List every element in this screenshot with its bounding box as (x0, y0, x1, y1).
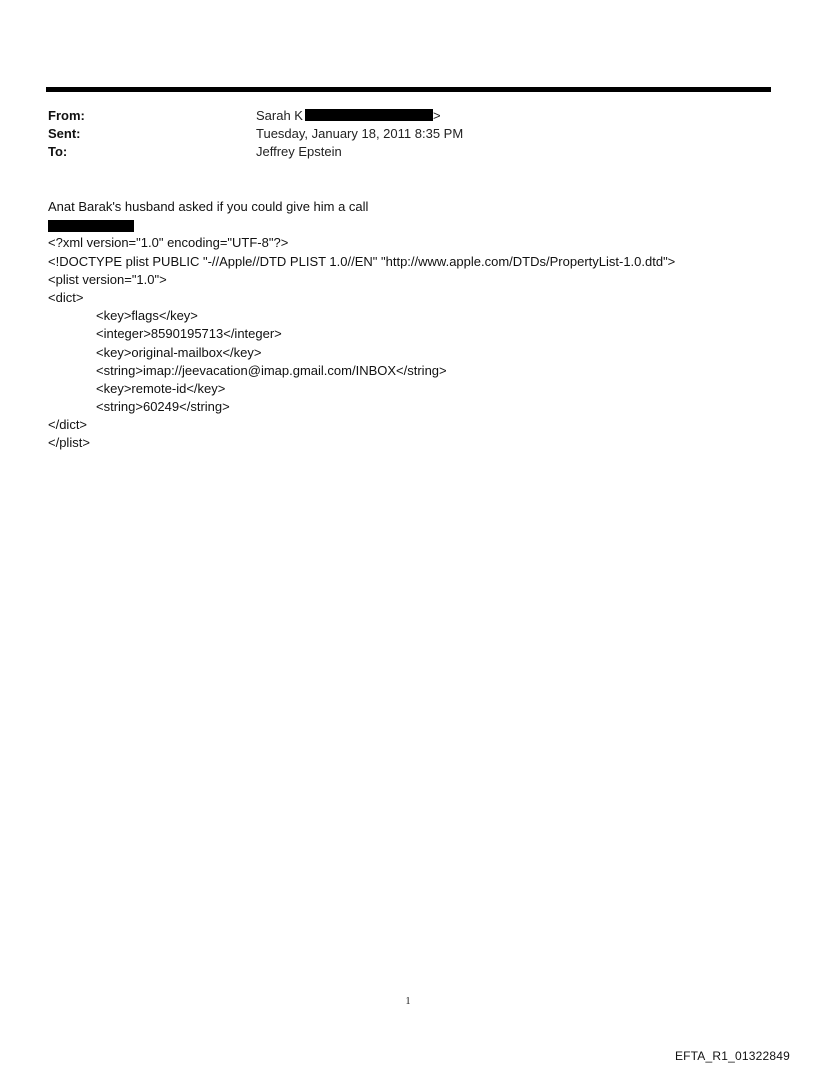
from-name: Sarah K (256, 108, 303, 123)
plist-line: <?xml version="1.0" encoding="UTF-8"?> (48, 235, 289, 251)
plist-inner-line: <string>60249</string> (96, 399, 230, 415)
plist-inner-line: <key>remote-id</key> (96, 380, 226, 396)
sent-value: Tuesday, January 18, 2011 8:35 PM (256, 126, 464, 141)
plist-inner-line: <key>flags</key> (96, 308, 198, 324)
to-label: To: (48, 144, 68, 159)
from-row (48, 107, 768, 125)
plist-line: <!DOCTYPE plist PUBLIC "-//Apple//DTD PLIST 1.0//EN" "http://www.apple.com/DTDs/PropertyList-1.0.dtd"> (48, 253, 676, 269)
email-header (48, 107, 768, 161)
page-number: 1 (405, 996, 411, 1007)
sent-label: Sent: (48, 126, 81, 141)
plist-line: <dict> (48, 289, 84, 305)
from-suffix: > (432, 108, 441, 123)
redacted-phone-line (48, 216, 788, 234)
email-body (48, 198, 788, 453)
to-value: Jeffrey Epstein (256, 144, 342, 159)
sent-row (48, 125, 768, 143)
message-text: Anat Barak's husband asked if you could give him a call (48, 199, 369, 214)
plist-inner-line: <integer>8590195713</integer> (96, 326, 282, 342)
plist-inner-line: <string>imap://jeevacation@imap.gmail.com/INBOX</string> (96, 362, 447, 378)
plist-inner-line: <key>original-mailbox</key> (96, 344, 262, 360)
redacted-email (305, 109, 433, 121)
from-label: From: (48, 108, 85, 123)
header-divider (46, 87, 771, 92)
to-row (48, 143, 768, 161)
plist-close-line: </dict> (48, 417, 88, 433)
plist-line: <plist version="1.0"> (48, 271, 167, 287)
bates-number: EFTA_R1_01322849 (674, 1049, 790, 1063)
redacted-phone (48, 220, 134, 232)
from-value (256, 107, 441, 125)
plist-close-line: </plist> (48, 435, 90, 451)
